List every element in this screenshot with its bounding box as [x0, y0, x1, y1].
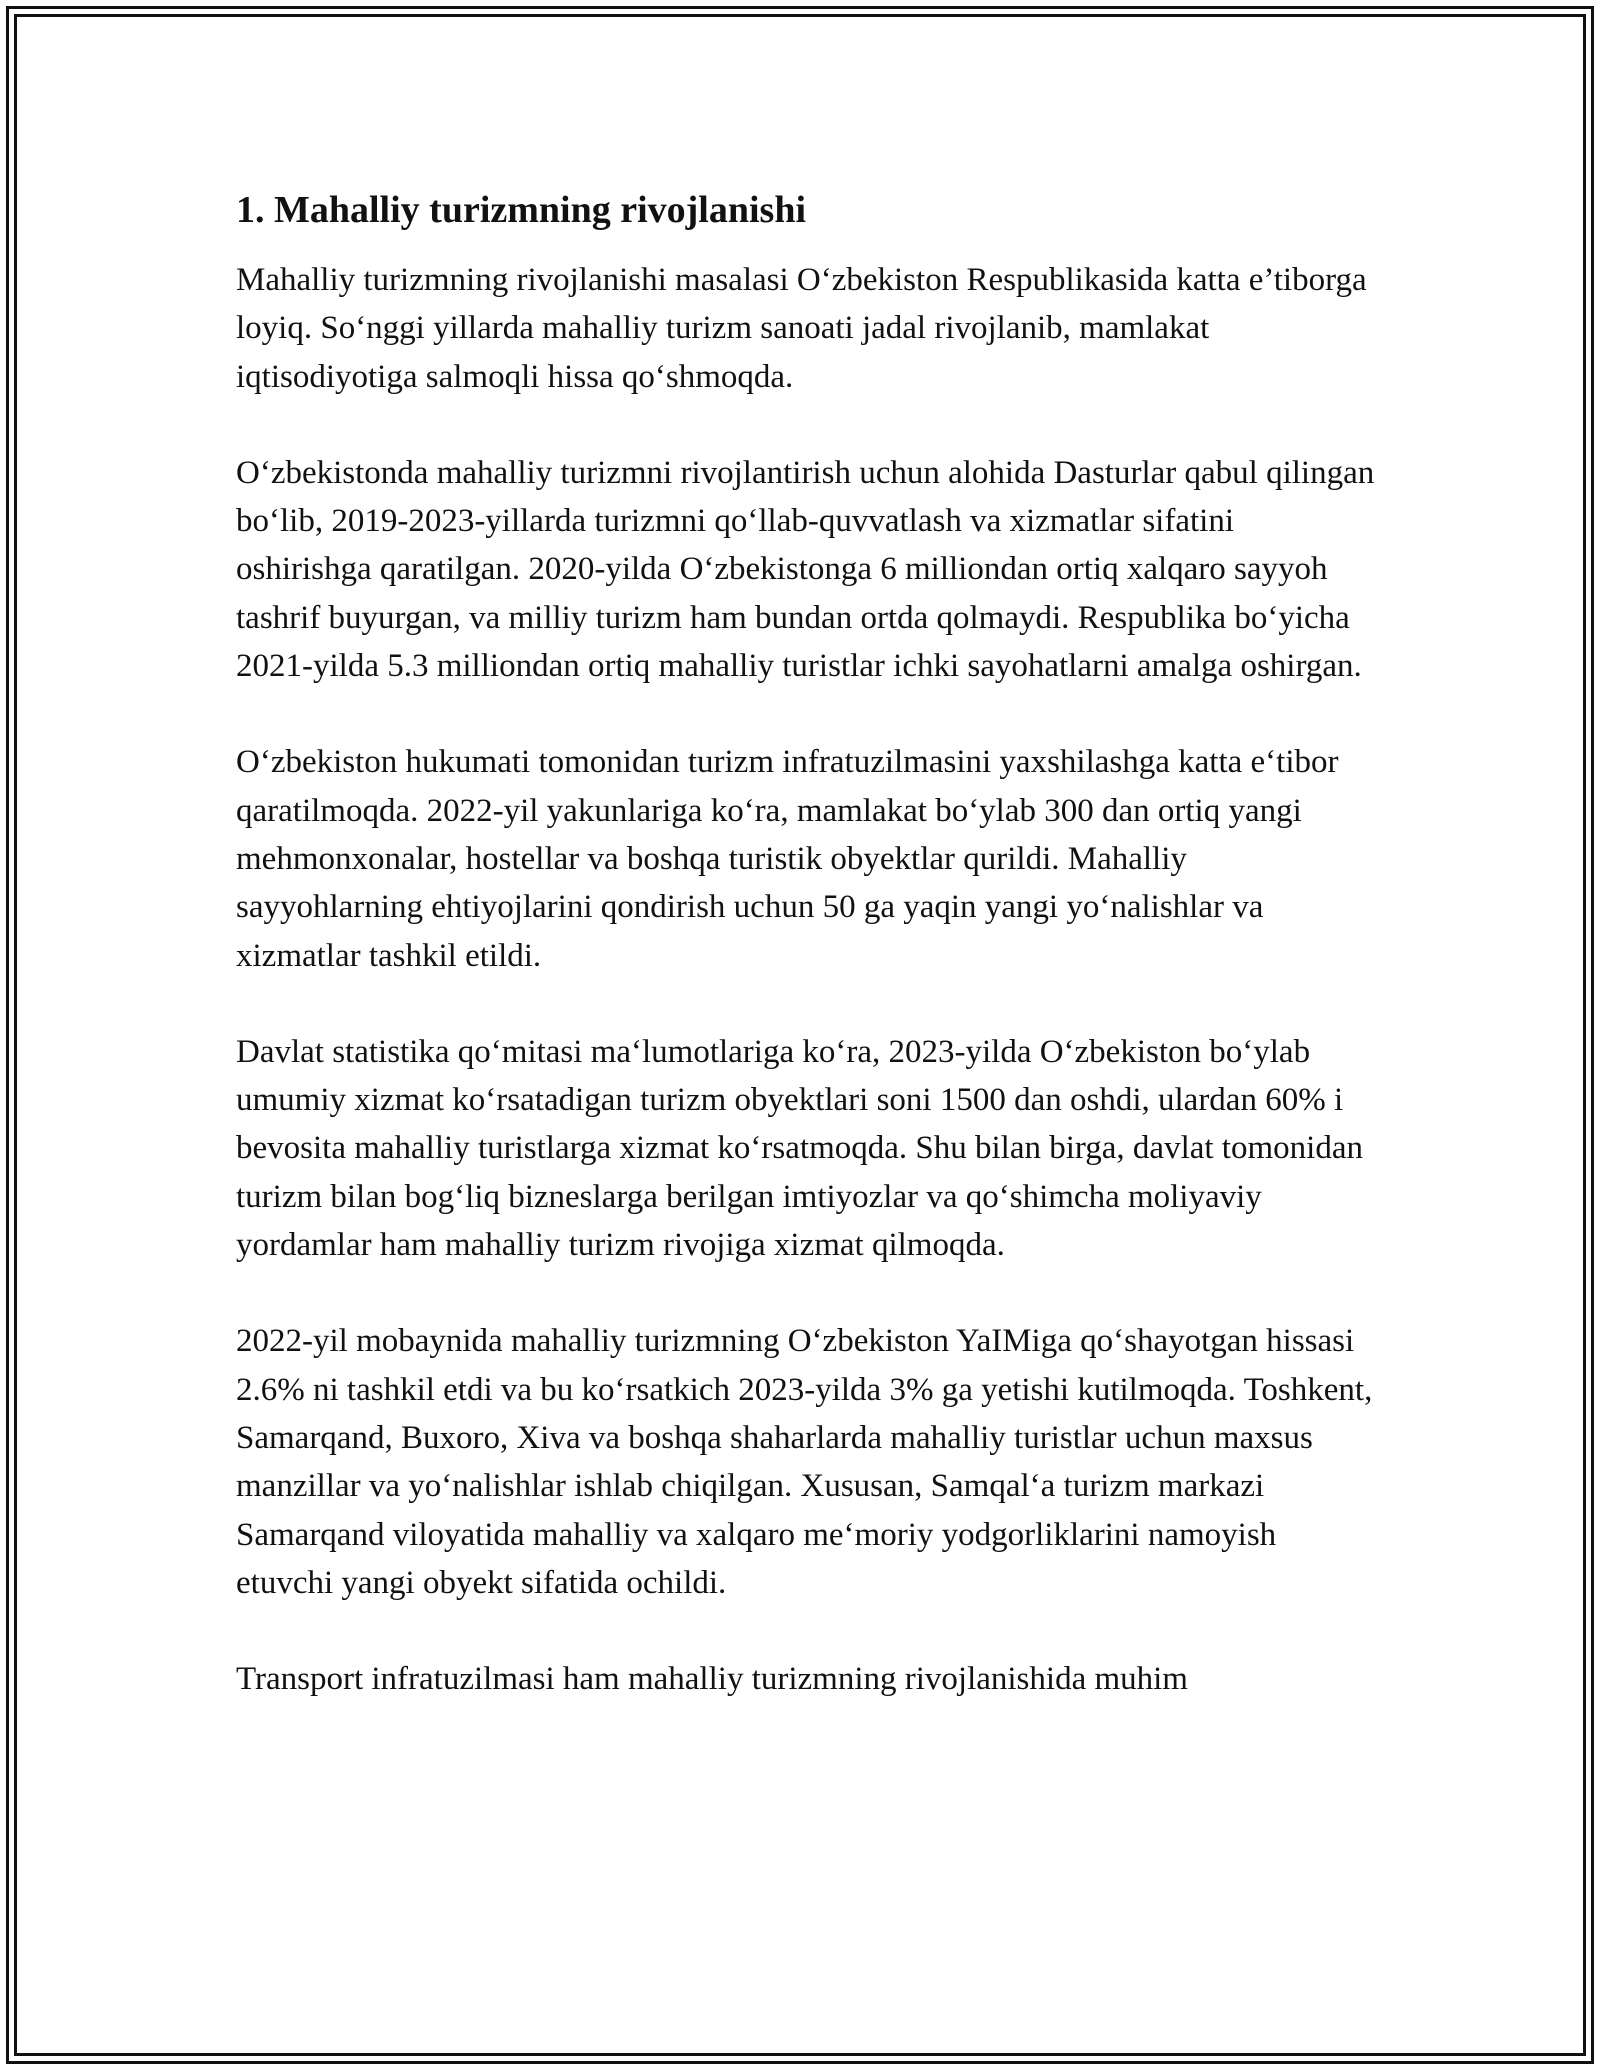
- paragraph-1: Mahalliy turizmning rivojlanishi masalasi O‘zbekiston Respublikasida katta e’tiborga loyiq. So‘nggi yillarda mahalliy turizm sanoati jadal rivojlanib, mamlakat iqtisodiyotiga salmoqli hissa qo‘shmoqda.: [236, 262, 1367, 395]
- document-body: [236, 186, 1376, 1751]
- paragraph-6: Transport infratuzilmasi ham mahalliy turizmning rivojlanishida muhim: [236, 1661, 1188, 1698]
- paragraph-3: O‘zbekiston hukumati tomonidan turizm infratuzilmasini yaxshilashga katta e‘tibor qaratilmoqda. 2022-yil yakunlariga ko‘ra, mamlakat bo‘ylab 300 dan ortiq yangi mehmonxonalar, hostellar va boshqa turistik obyektlar qurildi. Mahalliy sayyohlarning ehtiyojlarini qondirish uchun 50 ga yaqin yangi yo‘nalishlar va xizmatlar tashkil etildi.: [236, 744, 1339, 974]
- paragraph-4: Davlat statistika qo‘mitasi ma‘lumotlariga ko‘ra, 2023-yilda O‘zbekiston bo‘ylab umumiy xizmat ko‘rsatadigan turizm obyektlari soni 1500 dan oshdi, ulardan 60% i bevosita mahalliy turistlarga xizmat ko‘rsatmoqda. Shu bilan birga, davlat tomonidan turizm bilan bog‘liq bizneslarga berilgan imtiyozlar va qo‘shimcha moliyaviy yordamlar ham mahalliy turizm rivojiga xizmat qilmoqda.: [236, 1033, 1363, 1264]
- paragraph-2: O‘zbekistonda mahalliy turizmni rivojlantirish uchun alohida Dasturlar qabul qilingan bo‘lib, 2019-2023-yillarda turizmni qo‘llab-quvvatlash va xizmatlar sifatini oshirishga qaratilgan. 2020-yilda O‘zbekistonga 6 milliondan ortiq xalqaro sayyoh tashrif buyurgan, va milliy turizm ham bundan ortda qolmaydi. Respublika bo‘yicha 2021-yilda 5.3 milliondan ortiq mahalliy turistlar ichki sayohatlarni amalga oshirgan.: [236, 454, 1375, 685]
- section-heading: 1. Mahalliy turizmning rivojlanishi: [236, 189, 807, 231]
- paragraph-5: 2022-yil mobaynida mahalliy turizmning O‘zbekiston YaIMiga qo‘shayotgan hissasi 2.6% ni tashkil etdi va bu ko‘rsatkich 2023-yilda 3% ga yetishi kutilmoqda. Toshkent, Samarqand, Buxoro, Xiva va boshqa shaharlarda mahalliy turistlar uchun maxsus manzillar va yo‘nalishlar ishlab chiqilgan. Xususan, Samqal‘a turizm markazi Samarqand viloyatida mahalliy va xalqaro me‘moriy yodgorliklarini namoyish etuvchi yangi obyekt sifatida ochildi.: [236, 1323, 1373, 1601]
